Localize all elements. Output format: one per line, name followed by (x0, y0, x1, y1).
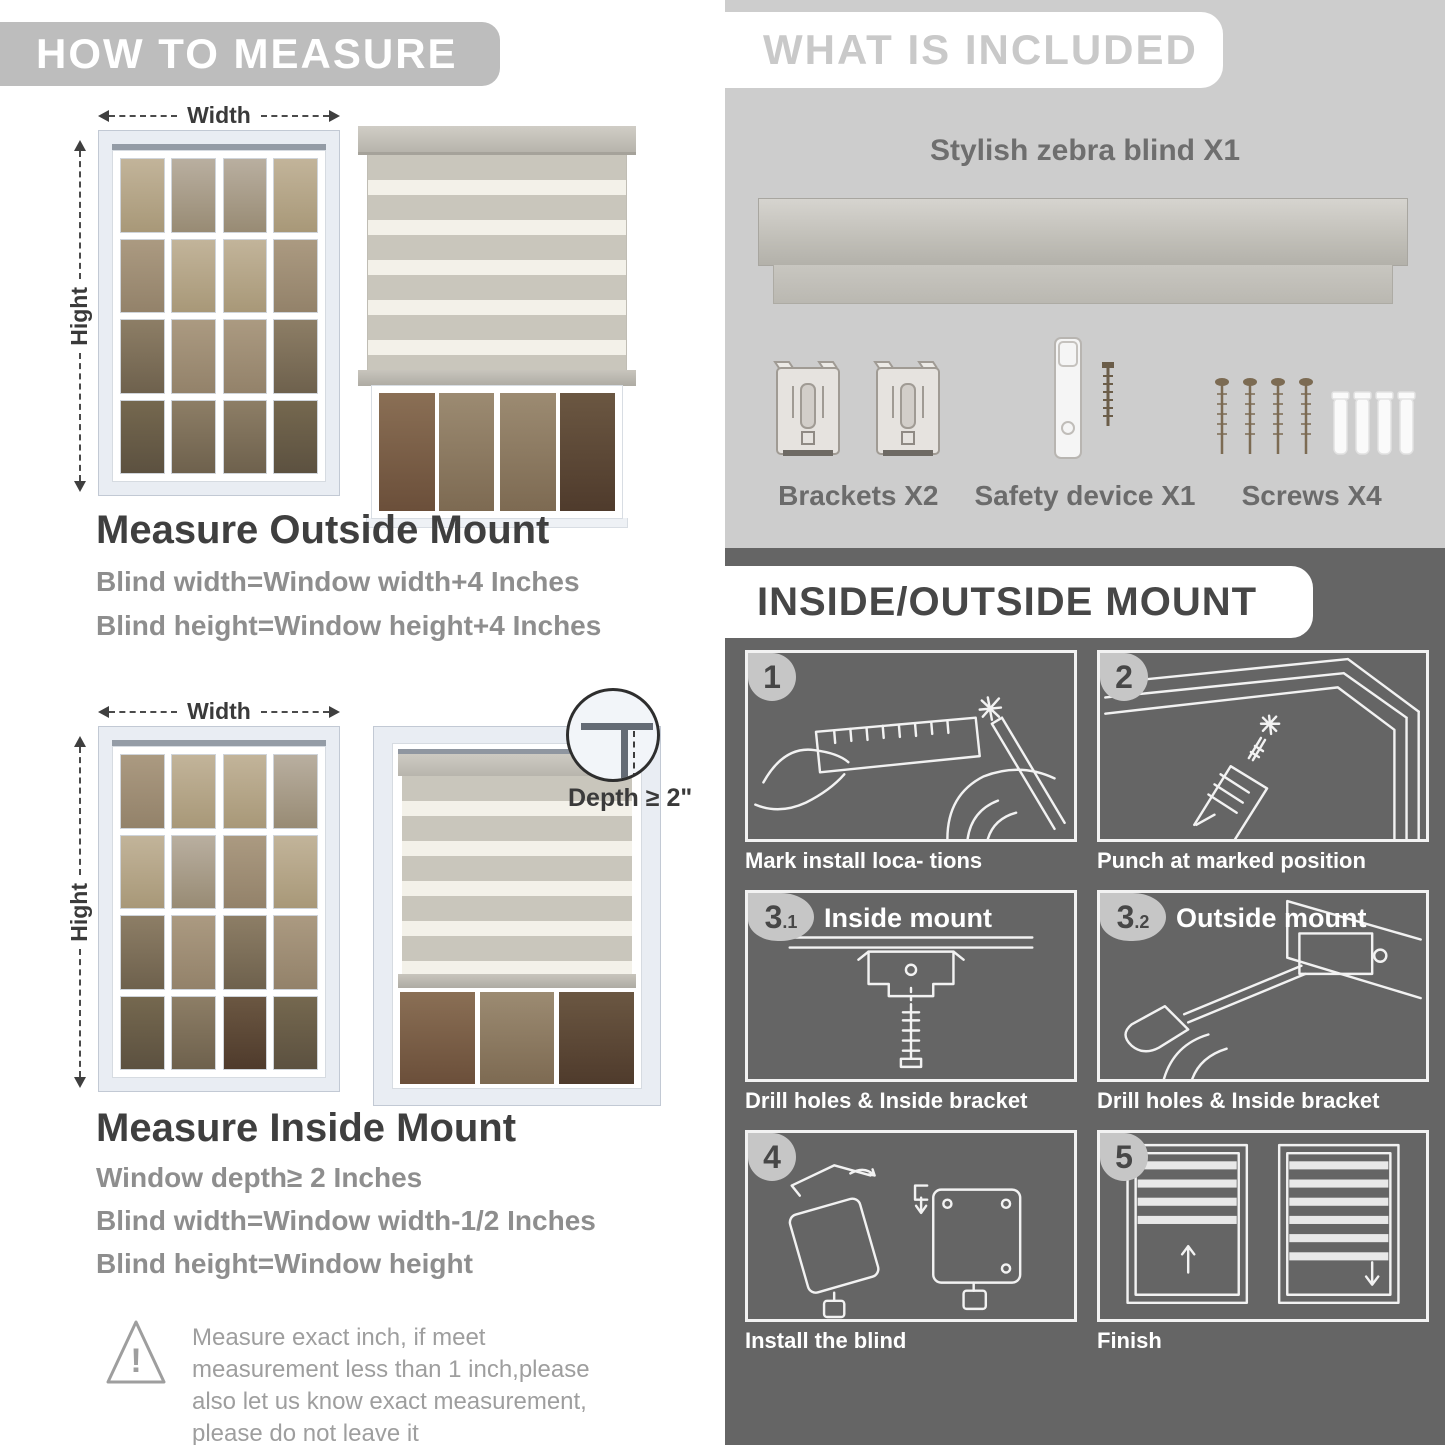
arrowhead-left-icon (98, 706, 109, 718)
step-3-2 (1097, 890, 1429, 1114)
arrowhead-up-icon (74, 736, 86, 747)
step-number-badge (1100, 1133, 1148, 1181)
window-pane (120, 915, 165, 990)
window-pane (273, 319, 318, 394)
dashed-line (79, 353, 81, 481)
step-substep: .1 (782, 912, 798, 932)
window-pane (273, 400, 318, 475)
step-number: 4 (763, 1138, 781, 1175)
blind-roll-image (773, 265, 1393, 304)
window-pane (223, 400, 268, 475)
included-items-row (745, 330, 1425, 512)
window-pane (400, 992, 475, 1084)
window-pane (559, 992, 634, 1084)
dashed-line (79, 151, 81, 279)
window-pane (120, 754, 165, 829)
height-arrow-outside (66, 140, 93, 492)
step-number-badge (1100, 653, 1148, 701)
dashed-line (261, 711, 329, 713)
outside-mount-rule-height: Blind height=Window height+4 Inches (96, 610, 602, 641)
step-3-1 (745, 890, 1077, 1114)
step-number-badge (1100, 893, 1166, 941)
window-pane (120, 996, 165, 1071)
step-title: Outside mount (1176, 903, 1367, 933)
safety-device-icon (1035, 334, 1135, 466)
step-substep: .2 (1134, 912, 1150, 932)
window-pane (171, 754, 216, 829)
window-pane (171, 996, 216, 1071)
window-pane (273, 835, 318, 910)
window-pane (171, 915, 216, 990)
dashed-line (79, 747, 81, 875)
depth-dashed-line (633, 731, 635, 779)
inside-mount-rule-height: Blind height=Window height (96, 1248, 473, 1279)
step-caption: Mark install loca- tions (745, 848, 983, 873)
width-arrow-inside (98, 698, 340, 725)
outside-mount-title: Measure Outside Mount (96, 508, 550, 552)
warning-text: Measure exact inch, if meet measurement less than 1 inch,please also let us know exact measurement, please do not leave it (192, 1324, 590, 1445)
window-pane (120, 239, 165, 314)
width-label: Width (187, 698, 251, 724)
inside-mount-title: Measure Inside Mount (96, 1106, 517, 1150)
window-pane (223, 158, 268, 233)
mount-steps-grid (745, 650, 1429, 1354)
step-5 (1097, 1130, 1429, 1354)
dashed-line (109, 711, 177, 713)
window-casement (120, 158, 216, 474)
window-pane (379, 393, 435, 511)
dashed-line (109, 115, 177, 117)
step-1 (745, 650, 1077, 874)
included-item-label: Screws X4 (1241, 480, 1382, 511)
depth-magnifier-callout (566, 688, 660, 782)
blind-bottom-rail (358, 370, 636, 386)
step-4 (745, 1130, 1077, 1354)
window-pane (120, 319, 165, 394)
arrowhead-left-icon (98, 110, 109, 122)
window-casement (379, 393, 494, 511)
window-illustration-inside (98, 726, 340, 1092)
window-pane (439, 393, 495, 511)
product-label: Stylish zebra blind X1 (929, 134, 1241, 167)
window-pane (171, 319, 216, 394)
window-illustration-outside (98, 130, 340, 496)
window-pane (171, 835, 216, 910)
step-number: 2 (1115, 658, 1133, 695)
bracket-icon (771, 358, 845, 466)
window-pane (560, 393, 616, 511)
blind-bottom-rail (398, 974, 636, 988)
drill-position-illustration (1100, 653, 1426, 839)
window-sash (112, 746, 326, 1078)
step-2-panel (1097, 650, 1429, 842)
step-3-1-panel (745, 890, 1077, 1082)
window-pane (223, 996, 268, 1071)
outside-mount-rule-width: Blind width=Window width+4 Inches (96, 566, 580, 597)
frame-corner-line (621, 723, 628, 779)
window-below-blind (398, 988, 636, 1088)
step-number: 3 (764, 898, 783, 935)
step-5-panel (1097, 1130, 1429, 1322)
mount-guide-section (725, 548, 1445, 1445)
zebra-blind-illustration-outside (358, 126, 636, 528)
step-2 (1097, 650, 1429, 874)
finish-blinds-illustration (1100, 1133, 1426, 1319)
step-1-panel (745, 650, 1077, 842)
window-pane (120, 835, 165, 910)
window-pane (500, 393, 556, 511)
depth-label: Depth ≥ 2" (568, 784, 693, 812)
step-number: 1 (763, 658, 781, 695)
window-pane (223, 319, 268, 394)
measure-warning (104, 1314, 632, 1445)
window-pane (273, 239, 318, 314)
height-label: Hight (66, 882, 92, 942)
step-number: 3 (1116, 898, 1135, 935)
step-number-badge (748, 653, 796, 701)
arrowhead-up-icon (74, 140, 86, 151)
step-caption: Drill holes & Inside bracket (745, 1088, 1028, 1113)
step-3-2-panel (1097, 890, 1429, 1082)
inside-mount-rule-depth: Window depth≥ 2 Inches (96, 1162, 423, 1193)
install-blind-illustration (748, 1133, 1074, 1319)
what-is-included-section (725, 0, 1445, 548)
bracket-icon (871, 358, 945, 466)
step-number-badge (748, 893, 814, 941)
warning-triangle-icon (104, 1314, 168, 1390)
window-pane (120, 158, 165, 233)
included-item-safety-device (972, 330, 1199, 512)
dashed-line (79, 949, 81, 1077)
mark-location-illustration (748, 653, 1074, 839)
blind-headrail-image (758, 198, 1408, 266)
arrowhead-down-icon (74, 481, 86, 492)
arrowhead-right-icon (329, 110, 340, 122)
included-item-label: Brackets X2 (778, 480, 939, 511)
window-pane (223, 835, 268, 910)
arrowhead-down-icon (74, 1077, 86, 1088)
included-item-brackets (745, 330, 972, 512)
window-pane (223, 239, 268, 314)
step-caption: Punch at marked position (1097, 848, 1366, 873)
window-casement (223, 158, 319, 474)
step-number: 5 (1115, 1138, 1133, 1175)
exclamation-glyph: ! (130, 1342, 142, 1380)
arrowhead-right-icon (329, 706, 340, 718)
blind-fabric-stripes (367, 155, 627, 370)
inside-mount-rule-width: Blind width=Window width-1/2 Inches (96, 1205, 596, 1236)
window-pane (480, 992, 555, 1084)
window-pane (273, 996, 318, 1071)
window-pane (223, 754, 268, 829)
zebra-blind-illustration-inside (373, 726, 661, 1106)
what-is-included-header: WHAT IS INCLUDED (725, 12, 1223, 88)
window-below-blind (372, 386, 622, 518)
window-pane (273, 754, 318, 829)
window-pane (171, 239, 216, 314)
frame-corner-line (581, 723, 653, 730)
how-to-measure-header: HOW TO MEASURE (0, 22, 500, 86)
window-pane (223, 915, 268, 990)
dashed-line (261, 115, 329, 117)
window-pane (171, 400, 216, 475)
screws-and-anchors-icon (1206, 370, 1418, 466)
window-pane (273, 915, 318, 990)
window-pane (171, 158, 216, 233)
window-pane (120, 400, 165, 475)
window-casement (120, 754, 216, 1070)
included-item-label: Safety device X1 (974, 480, 1196, 511)
height-label: Hight (66, 286, 92, 346)
window-casement (500, 393, 615, 511)
window-pane (273, 158, 318, 233)
step-title: Inside mount (824, 903, 992, 933)
width-label: Width (187, 102, 251, 128)
mount-guide-header: INSIDE/OUTSIDE MOUNT (725, 566, 1313, 638)
included-item-screws (1198, 330, 1425, 512)
step-caption: Install the blind (745, 1328, 907, 1353)
step-4-panel (745, 1130, 1077, 1322)
step-number-badge (748, 1133, 796, 1181)
width-arrow-outside (98, 102, 340, 129)
step-caption: Finish (1097, 1328, 1162, 1353)
window-casement (223, 754, 319, 1070)
height-arrow-inside (66, 736, 93, 1088)
window-sash (112, 150, 326, 482)
blind-headrail (358, 126, 636, 155)
step-caption: Drill holes & Inside bracket (1097, 1088, 1380, 1113)
